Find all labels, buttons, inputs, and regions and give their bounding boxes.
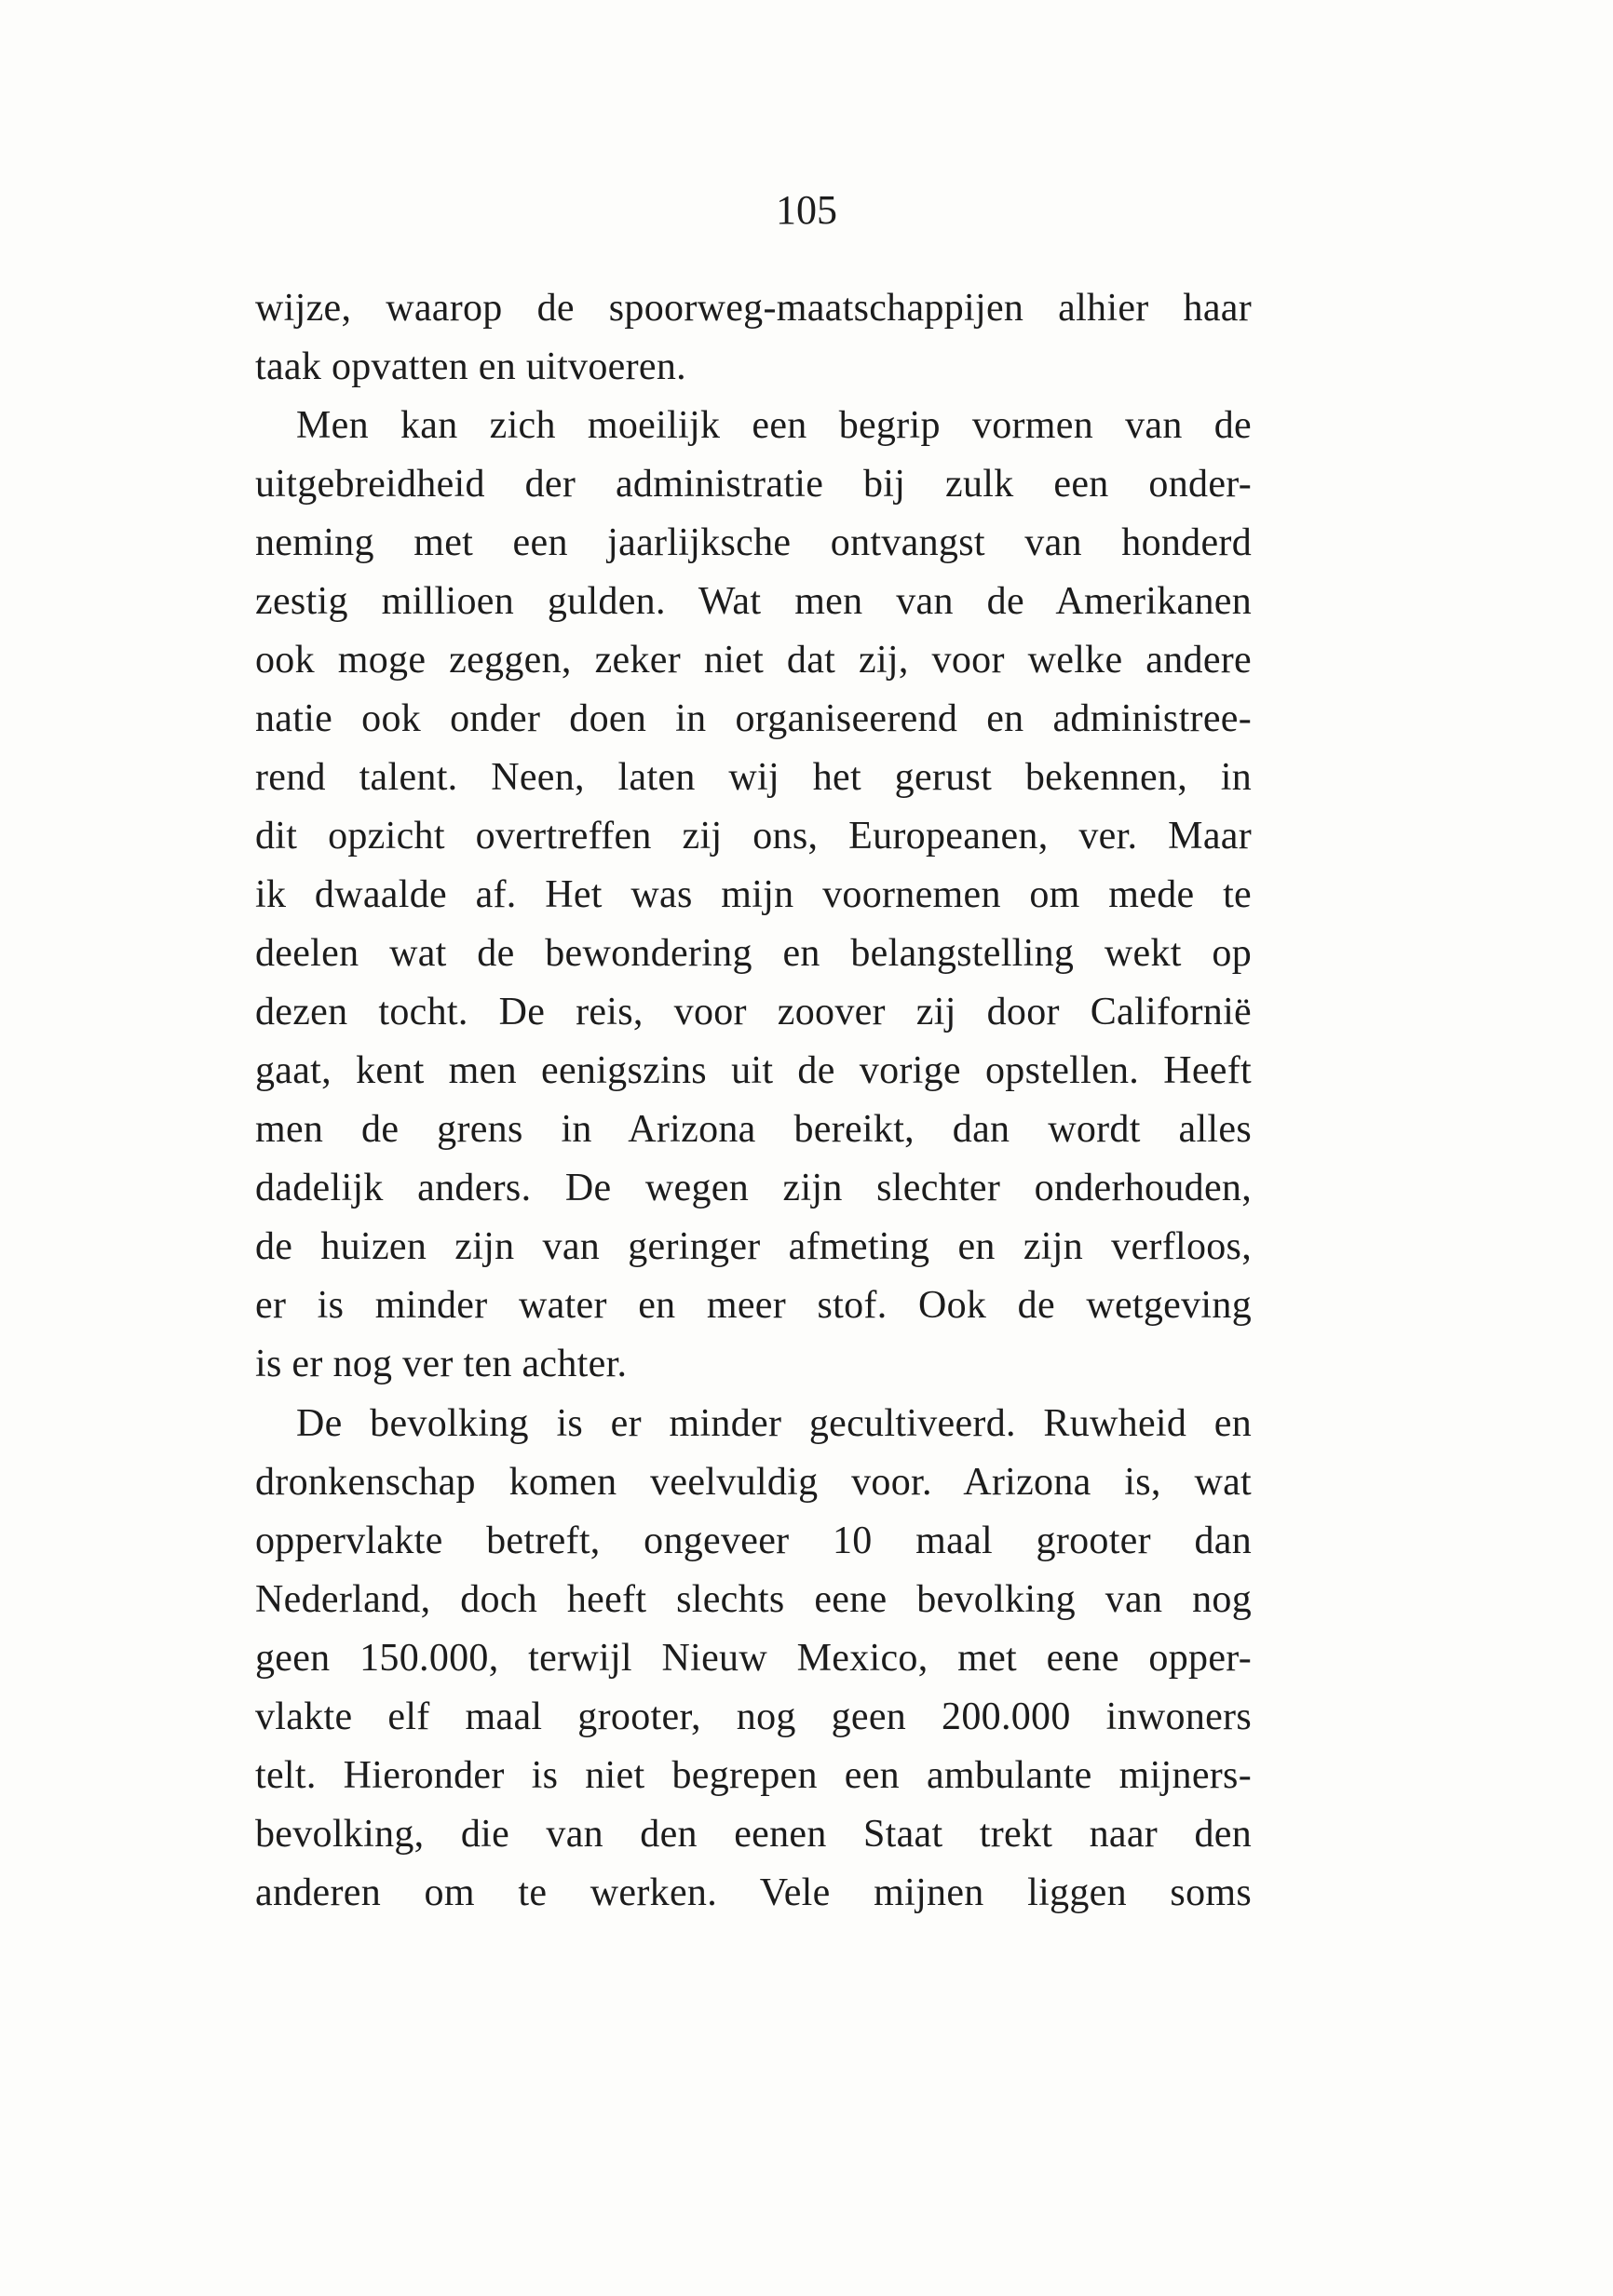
text-line: Nederland, doch heeft slechts eene bevolking van nog xyxy=(255,1578,1252,1621)
text-line: dadelijk anders. De wegen zijn slechter onderhouden, xyxy=(255,1167,1252,1209)
text-line: taak opvatten en uitvoeren. xyxy=(255,345,686,388)
text-line: bevolking, die van den eenen Staat trekt naar den xyxy=(255,1813,1252,1856)
text-line: wijze, waarop de spoorweg-maatschappijen alhier haar xyxy=(255,287,1252,330)
text-line: zestig millioen gulden. Wat men van de Amerikanen xyxy=(255,580,1252,623)
text-line: anderen om te werken. Vele mijnen liggen soms xyxy=(255,1871,1252,1914)
text-line: dit opzicht overtreffen zij ons, Europeanen, ver. Maar xyxy=(255,815,1252,858)
text-line: deelen wat de bewondering en belangstelling wekt op xyxy=(255,932,1252,975)
text-line: neming met een jaarlijksche ontvangst van honderd xyxy=(255,521,1252,564)
text-line: ook moge zeggen, zeker niet dat zij, voor welke andere xyxy=(255,639,1252,682)
body-text xyxy=(255,279,1252,1923)
text-line: vlakte elf maal grooter, nog geen 200.000 inwoners xyxy=(255,1695,1252,1738)
text-line: rend talent. Neen, laten wij het gerust bekennen, in xyxy=(255,756,1252,799)
text-line: er is minder water en meer stof. Ook de wetgeving xyxy=(255,1284,1252,1327)
paragraph-start-line: De bevolking is er minder gecultiveerd. Ruwheid en xyxy=(296,1402,1252,1445)
text-line: oppervlakte betreft, ongeveer 10 maal grooter dan xyxy=(255,1519,1252,1562)
text-line: de huizen zijn van geringer afmeting en zijn verfloos, xyxy=(255,1225,1252,1268)
page-number: 105 xyxy=(776,187,837,233)
text-line: uitgebreidheid der administratie bij zulk een onder- xyxy=(255,463,1252,506)
text-line: telt. Hieronder is niet begrepen een ambulante mijners- xyxy=(255,1754,1252,1797)
text-line: dezen tocht. De reis, voor zoover zij door Californië xyxy=(255,991,1252,1033)
text-line: is er nog ver ten achter. xyxy=(255,1343,628,1385)
text-line: geen 150.000, terwijl Nieuw Mexico, met eene opper- xyxy=(255,1637,1252,1680)
text-line: natie ook onder doen in organiseerend en administree- xyxy=(255,697,1252,740)
text-line: gaat, kent men eenigszins uit de vorige opstellen. Heeft xyxy=(255,1049,1252,1092)
text-line: dronkenschap komen veelvuldig voor. Arizona is, wat xyxy=(255,1461,1252,1504)
text-line: men de grens in Arizona bereikt, dan wordt alles xyxy=(255,1108,1252,1151)
paragraph-start-line: Men kan zich moeilijk een begrip vormen van de xyxy=(296,404,1252,447)
text-line: ik dwaalde af. Het was mijn voornemen om mede te xyxy=(255,873,1252,916)
